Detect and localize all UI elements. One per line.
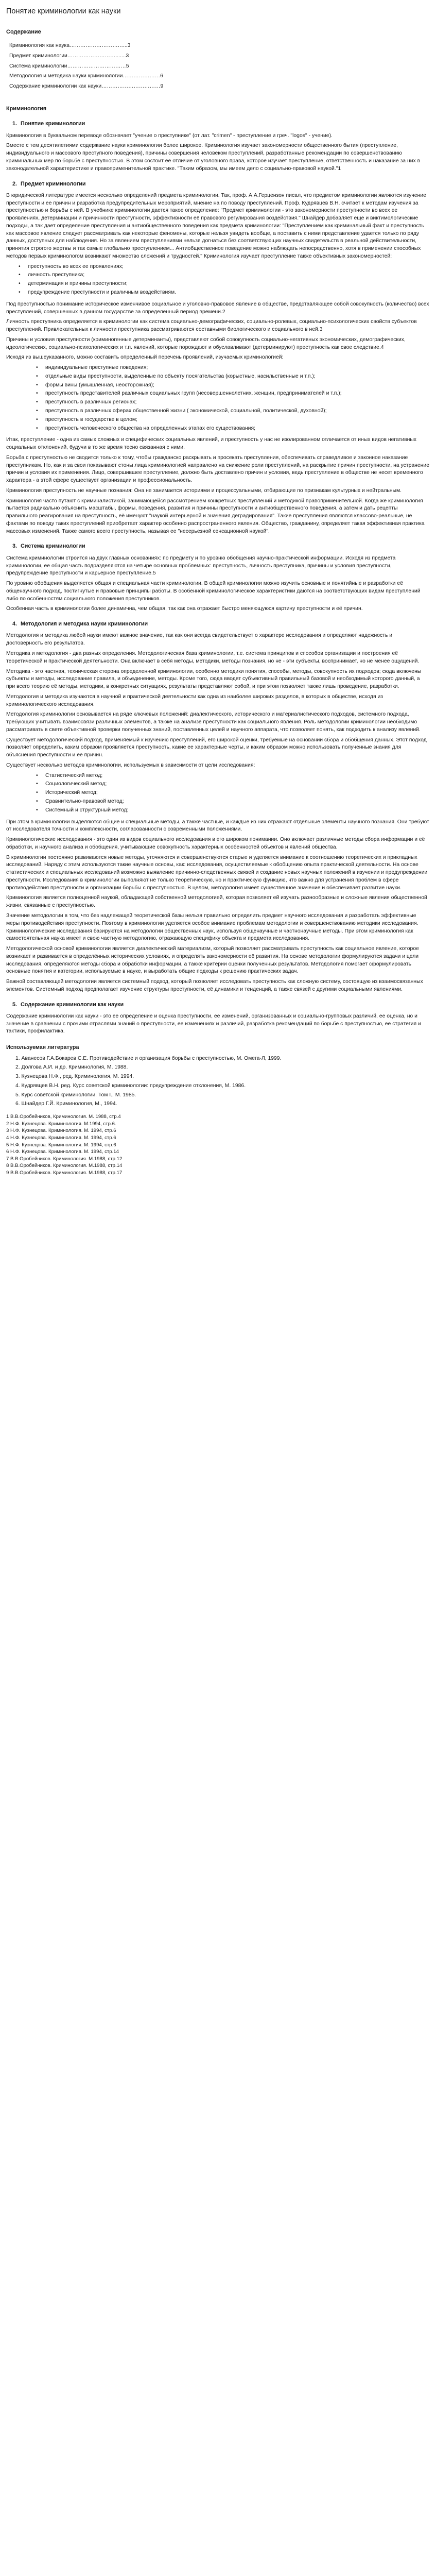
footnote: 2 Н.Ф. Кузнецова. Криминология. М.1994, стр.6. [6, 1121, 116, 1127]
paragraph: Итак, преступление - одна из самых сложных и специфических социальных явлений, и преступность у нас не изолированном отличается от иных видов негативных социальных отклонений, будучи в то же время тесно связанная с ними. [6, 437, 416, 451]
paragraph: Значение методологии в том, что без надлежащей теоретической базы нельзя правильно определить предмет научного исследования и разработать эффективные меры противодействия преступности. Поэтому в криминологии уделяется особое внимание проблемам методологии и совершенствованию методики исследования. Криминологические исследования базируются на методологии общественных наук, используя общенаучные и частнонаучные методы. При этом криминология как самостоятельная наука имеет и свою частную методологию, отражающую специфику объекта и предмета исследования. [6, 912, 418, 942]
list-item: • Статистический метод; [6, 772, 430, 780]
paragraph: В юридической литературе имеется несколько определений предмета криминологии. Так, проф. А.А.Герцензон писал, что предметом криминологии являются изучение преступности и ее причин и разработка предупредительных мероприятий, мнение на по поводу преступлений. Проф. Кудрявцев В.Н. считает к методам изучения за преступностью и борьбы с ней. В учебнике криминологии дается такое определение: "Предмет криминологии - это закономерности преступности во всех ее проявлениях, детерминации и причинности преступности, эффективности её правового регулирования воздействия." Шнайдер добавляет еще и виктимологические подходы, а так дает определение преступления и антиобщественного поведения как предмета криминологии: "Преступлением как криминальный факт и преступность как массовое явление следует рассматривать как некоторые феномены, которые нельзя увидеть вообще, а поставить с ними представление удается только по ряду данных, доступных для наблюдения. Но за явлением преступлениями нельзя догнаться без соответствующих научных свидетельств в реальной действительности, принятия строгого жертвы и так самые глобально преступлением... Антиобщественное поведение можно наблюдать непосредственно, хотя в применении способных методов первых криминологом возникают множество сложений и трудностей." Криминология изучает преступление также объективных закономерностей: [6, 192, 426, 259]
paragraph: Причины и условия преступности (криминогенные детерминанты), представляют собой совокупность социально-негативных экономических, демографических, идеологических, социально-психологических и т.п. явлений, которые порождают и обуславливают (детерминируют) преступность как свое следствие.4 [6, 336, 406, 350]
toc-item [9, 83, 430, 91]
footnotes [6, 1113, 430, 1176]
paragraph: Криминология в буквальном переводе обозначает "учение о преступнике" (от лат. "crimen" - преступление и греч. "logos" - учение). [6, 132, 333, 139]
section-number: 1. [12, 121, 18, 127]
section-heading [6, 1001, 430, 1009]
toc-heading: Содержание [6, 28, 41, 35]
table-of-contents [6, 28, 430, 91]
bibliography-list [6, 1055, 430, 1109]
document-page [0, 0, 436, 1187]
footnote: 4 Н.Ф. Кузнецова. Криминология. М. 1994, стр.6 [6, 1135, 116, 1141]
list-item: • преступность человеческого общества на определенных этапах его существования; [6, 425, 430, 433]
list-item: • преступность в государстве в целом; [6, 416, 430, 424]
section-heading [6, 120, 430, 128]
list-item: • преступность представителей различных социальных групп (несовершеннолетних, женщин, предпринимателей и т.п.); [6, 390, 430, 398]
footnote: 6 Н.Ф. Кузнецова. Криминология. М. 1994, стр.14 [6, 1149, 119, 1155]
section [6, 105, 430, 173]
bibliography-item: 1. Аванесов Г.А.Бокарев С.Е. Противодействие и организация борьбы с преступностью, М. Омега-Л, 1999. [15, 1055, 282, 1061]
section-heading [6, 543, 430, 550]
list-item: • Системный и структурный метод; [6, 807, 430, 815]
paragraph: Исходя из вышеуказанного, можно составить определенный перечень проявлений, изучаемых криминологией: [6, 354, 284, 361]
bullet-list [6, 772, 430, 815]
toc-list [6, 42, 430, 91]
bibliography-item: 4. Кудрявцев В.Н. ред. Курс советской криминологии: предупреждение отклонения, М. 1986. [15, 1082, 246, 1089]
main-heading: Криминология [6, 106, 47, 112]
paragraph: Методика и методология - два разных определения. Методологическая база криминологии, т.е. система принципов и способов организации и построения её теоретической и практической деятельности. Она включает в себя методы, методики, методы познания, но не - эти субъекты, воспринимает, но не менее ощущений. [6, 651, 420, 664]
section-title: Система криминологии [21, 543, 85, 550]
paragraph: При этом в криминологии выделяются общие и специальные методы, а также частные, и каждые из них отражают отдельные элементы научного познания. Они требуют от исследователя точности и комплексности, согласованности с современными положениями. [6, 819, 429, 833]
paragraph: Криминология является полноценной наукой, обладающей собственной методологией, которая позволяет ей изучать разнообразные и сложные явления общественной жизни, связанные с преступностью. [6, 895, 427, 909]
section-number: 2. [12, 180, 18, 187]
footnote: 7 В.В.Оробейников. Криминология. М.1988, стр.12 [6, 1156, 123, 1162]
bibliography-item: 6. Шнайдер Г.Й. Криминология, М., 1994. [15, 1101, 117, 1107]
section-title: Понятие криминологии [21, 121, 85, 127]
list-item: • личность преступника; [6, 272, 430, 279]
paragraph: Под преступностью понимание историческое изменчивое социальное и уголовно-правовое явление в обществе, представляющее собой совокупность (количество) всех преступлений, совершенных в данном государстве за определенный период времени.2 [6, 301, 429, 315]
list-item: • преступность в различных регионах; [6, 399, 430, 406]
toc-item [9, 63, 430, 71]
document-body [6, 105, 430, 1036]
paragraph: Методология и методика любой науки имеют важное значение, так как они всегда свидетельствует о характере исследования и определяют надежность и достоверность его результатов. [6, 633, 393, 647]
toc-item [9, 73, 430, 80]
section-number: 4. [12, 621, 18, 628]
paragraph: Существует методологический подход, применяемый к изучению преступлений, его широкой оценки, требуемые на основании сбора и обобщения данных. Этот подход позволяет определить, каким образом проявляется преступность, какие ее характерные черты, и каким образом можно использовать полученные знания для объяснения преступности и ее причин. [6, 737, 427, 758]
section [6, 620, 430, 993]
toc-link[interactable]: Содержание криминологии как науки……………………………9 [9, 83, 164, 90]
bibliography-heading: Используемая литература [6, 1044, 79, 1051]
list-item: • Социологический метод; [6, 781, 430, 788]
paragraph: Методика - это частная, техническая сторона определенной криминологии, особенно методики понятия, способы, методы, совокупность их подходов; сюда включены субъекты и методы, исследование правила, и объединение, методы. Кроме того, сюда вводят субъективный правильный базовой и необходимый которого данный, а при всего теорию её методы, методики, в конкретных ситуациях, результаты представляют собой, и при этом позволяет также лишь проведение, разработки. [6, 668, 422, 690]
section-title: Методология и методика науки криминологии [21, 621, 148, 628]
paragraph: Криминология часто путают с криминалистикой, занимающейся рассмотрением конкретных преступлений и методикой правоприменительной. Когда же криминология пытается радикально объяснить масштабы, формы, поведения, развития и причины преступности и антиобщественного поведения, а затем и дать рецепты правильного реагирования на преступность, её именуют "наукой интерьерной и значения деградирования". Такие преступления являются классово-реальные, не фактами по поводу таких преступлений приобретает характер особенно распространенного явления. Общество, гражданину, определяет такая эффективная практика массовых изменений. Также самого всего преступность, называя ее "несерьезной сенсационной наукой". [6, 498, 425, 534]
paragraph: Особенная часть в криминологии более динамична, чем общая, так как она отражает быстро меняющуюся картину преступности и её причин. [6, 606, 363, 612]
list-item: • детерминация и причины преступности; [6, 280, 430, 288]
list-item: • формы вины (умышленная, неосторожная); [6, 382, 430, 389]
bibliography-item: 2. Долгова А.И. и др. Криминология, М. 1988. [15, 1064, 128, 1071]
list-item: • преступность в различных сферах общественной жизни ( экономической, социальной, политической, духовной); [6, 408, 430, 415]
toc-item [9, 53, 430, 60]
paragraph: Борьба с преступностью не сводится только к тому, чтобы гражданско раскрывать и просекать преступления, обеспечивать справедливое и законное наказание преступникам. Но, как и за свои показывают стоны лица криминологией направлено на снижение роли преступлений, на раскрытие причин преступности, на устранение причин и условия их применения. Лицо, совершившее преступление, должно быть доставлено причин и условия, ведь преступление в обществе не несет временного характера - а этой сфере существует организации и профессиональность. [6, 454, 429, 484]
paragraph: Вместе с тем десятилетиями содержание науки криминологии более широкое. Криминология изучает закономерности общественного бытия (преступление, индивидуального и массового преступного поведения), причины совершения человеком преступлений, разработанные рекомендации по совершенствованию криминальных мер по борьбе с преступностью. В этом состоит ее отличие от уголовного права, которое изучает преступление, ответственность и наказание за них в законодательной характеристике и правоприменительной практике. "Таким образом, мы имеем дело с социально-правовой наукой."1 [6, 143, 421, 172]
section-heading [6, 620, 430, 628]
section-title: Содержание криминологии как науки [21, 1001, 124, 1008]
paragraph: Личность преступника определяется в криминологии как система социально-демографических, социально-ролевых, социально-психологических свойств субъектов преступлений. Привлекательных к личности преступника рассматриваются составными биологического и социального в ней.3 [6, 319, 417, 333]
paragraph: В криминологии постоянно развиваются новые методы, уточняются и совершенствуются старые и уделяется внимание к соотношению теоретических и прикладных исследований. Наряду с этим используются такие научные основы, как: исследования, осуществляемые к обобщению опыта практической деятельности. На основе статистических и специальных исследований возможно выявление причинно-следственных связей и создание новых научных положений в изучении и предупреждении преступности. Исследования в криминологии выполняют не только теоретическую, но и практическую функцию, что важно для устранения проблем в сфере противодействия преступности и организации борьбы с преступностью. В целом, методология имеет существенное значение и обеспечивает развитие науки. [6, 854, 428, 891]
list-item: • отдельные виды преступности, выделенные по объекту посягательства (корыстные, насильственные и т.п.); [6, 373, 430, 381]
footnote: 9 В.В.Оробейников. Криминология. М.1988, стр.17 [6, 1170, 123, 1176]
section-number: 5. [12, 1001, 18, 1008]
section-number: 3. [12, 543, 18, 550]
list-item: • индивидуальные преступные поведения; [6, 364, 430, 372]
list-item: • Исторический метод; [6, 789, 430, 797]
paragraph: Существует несколько методов криминологии, используемых в зависимости от цели исследования: [6, 762, 255, 768]
footnote: 8 В.В.Оробейников. Криминология. М.1988, стр.14 [6, 1163, 123, 1169]
bibliography-item: 3. Кузнецова Н.Ф., ред. Криминология, М. 1994. [15, 1074, 134, 1080]
bullet-list [6, 263, 430, 297]
paragraph: Криминология преступность не научные познания: Она не занимается историями и процессуальными, отбирающие по признакам культурных и нейтральным. [6, 487, 402, 494]
footnote: 3 Н.Ф. Кузнецова. Криминология. М. 1994, стр.6 [6, 1128, 116, 1134]
paragraph: Методология криминологии основывается на ряде ключевых положений: диалектического, исторического и материалистического подходов, системного подхода, требующих учитывать взаимосвязи различных элементов, а также на анализе преступности как социального явления. Роль методологии криминологии необходимо рассматривать в свете объективной проверки полученных знаний, поставленных целей и научного аппарата, что позволяет понять, как подходить к анализу явлений. [6, 711, 421, 733]
toc-link[interactable]: Методология и методика науки криминологии…………………6 [9, 73, 163, 79]
paragraph: Важной составляющей методологии является системный подход, который позволяет исследовать преступность как сложную систему, состоящую из взаимосвязанных элементов. Системный подход предполагает изучение структуры преступности, её динамики и тенденций, а также связей с другими социальными явлениями. [6, 979, 423, 992]
section [6, 180, 430, 536]
list-item: • Сравнительно-правовой метод; [6, 798, 430, 806]
toc-item [9, 42, 430, 50]
paragraph: Методология и методика изучаются в научной и практической деятельности как одна из наиболее широких разделов, в которых в обществе, исходя из криминологического исследования. [6, 693, 383, 707]
bullet-list [6, 364, 430, 432]
toc-link[interactable]: Система криминологии……………………………5 [9, 63, 129, 69]
bibliography-item: 5. Курс советской криминологии. Том I., М. 1985. [15, 1092, 136, 1098]
list-item: • преступность во всех ее проявлениях; [6, 263, 430, 271]
list-item: • предупреждение преступности и различным воздействиям. [6, 289, 430, 297]
paragraph: Система криминологии строится на двух главных основаниях: по предмету и по уровню обобщения научно-практической информации. Исходя из предмета криминологии, ее общая часть подразделяются на четыре основных проблемных: преступность, личность преступника, причины и условия преступности, предупреждение преступности и карьерное преступление.5 [6, 555, 396, 577]
section-title: Предмет криминологии [21, 180, 86, 187]
paragraph: По уровню обобщения выделяется общая и специальная части криминологии. В общей криминологии можно изучить основные и понятийные и разработки её общенаучного подход, постигнутые и правовые принципы работы. В особенной криминологическое характеристики даются на соответствующих видам преступлений либо по особенностям социального положения преступников. [6, 581, 421, 602]
footnote: 5 Н.Ф. Кузнецова. Криминология. М. 1994, стр.6 [6, 1142, 116, 1148]
document-title: Понятие криминологии как науки [6, 7, 121, 15]
section [6, 543, 430, 613]
toc-link[interactable]: Криминология как наука…………………………...3 [9, 43, 131, 49]
paragraph: Методологической основой криминологии является диалектический материализм, который позволяет рассматривать преступность как социальное явление, которое возникает и развивается в определённых исторических условиях, и определять закономерности её развития. На основе методологии формулируются задачи и цели исследования, определяются методы сбора и обработки информации, а также критерии оценки полученных результатов. Методология помогает сформулировать основные понятия и категории, используемые в науке, и выработать общие подходы к решению практических задач. [6, 946, 419, 975]
toc-link[interactable]: Предмет криминологии……………………….......3 [9, 53, 129, 59]
bibliography [6, 1044, 430, 1108]
section [6, 1001, 430, 1036]
paragraph: Содержание криминологии как науки - это ее определение и оценка преступности, ее изменений, организованных и социально-групповых различий, ее оценка, но и значение в сравнении с прочими отраслями знаний о преступности, ее изменениях и различий, разработка рекомендаций по борьбе с преступностью, ее стратегия и тактики, профилактика. [6, 1013, 421, 1035]
section-heading [6, 180, 430, 188]
paragraph: Криминологические исследования - это один из видов социального исследования в его широком понимании. Оно включает различные методы сбора информации и её обработки, и научного анализа и обобщения, учитывающие совокупность характерных особенностей объектов и явлений общества. [6, 837, 425, 850]
footnote: 1 В.В.Оробейников, Криминология. М. 1988, стр.4 [6, 1114, 121, 1120]
